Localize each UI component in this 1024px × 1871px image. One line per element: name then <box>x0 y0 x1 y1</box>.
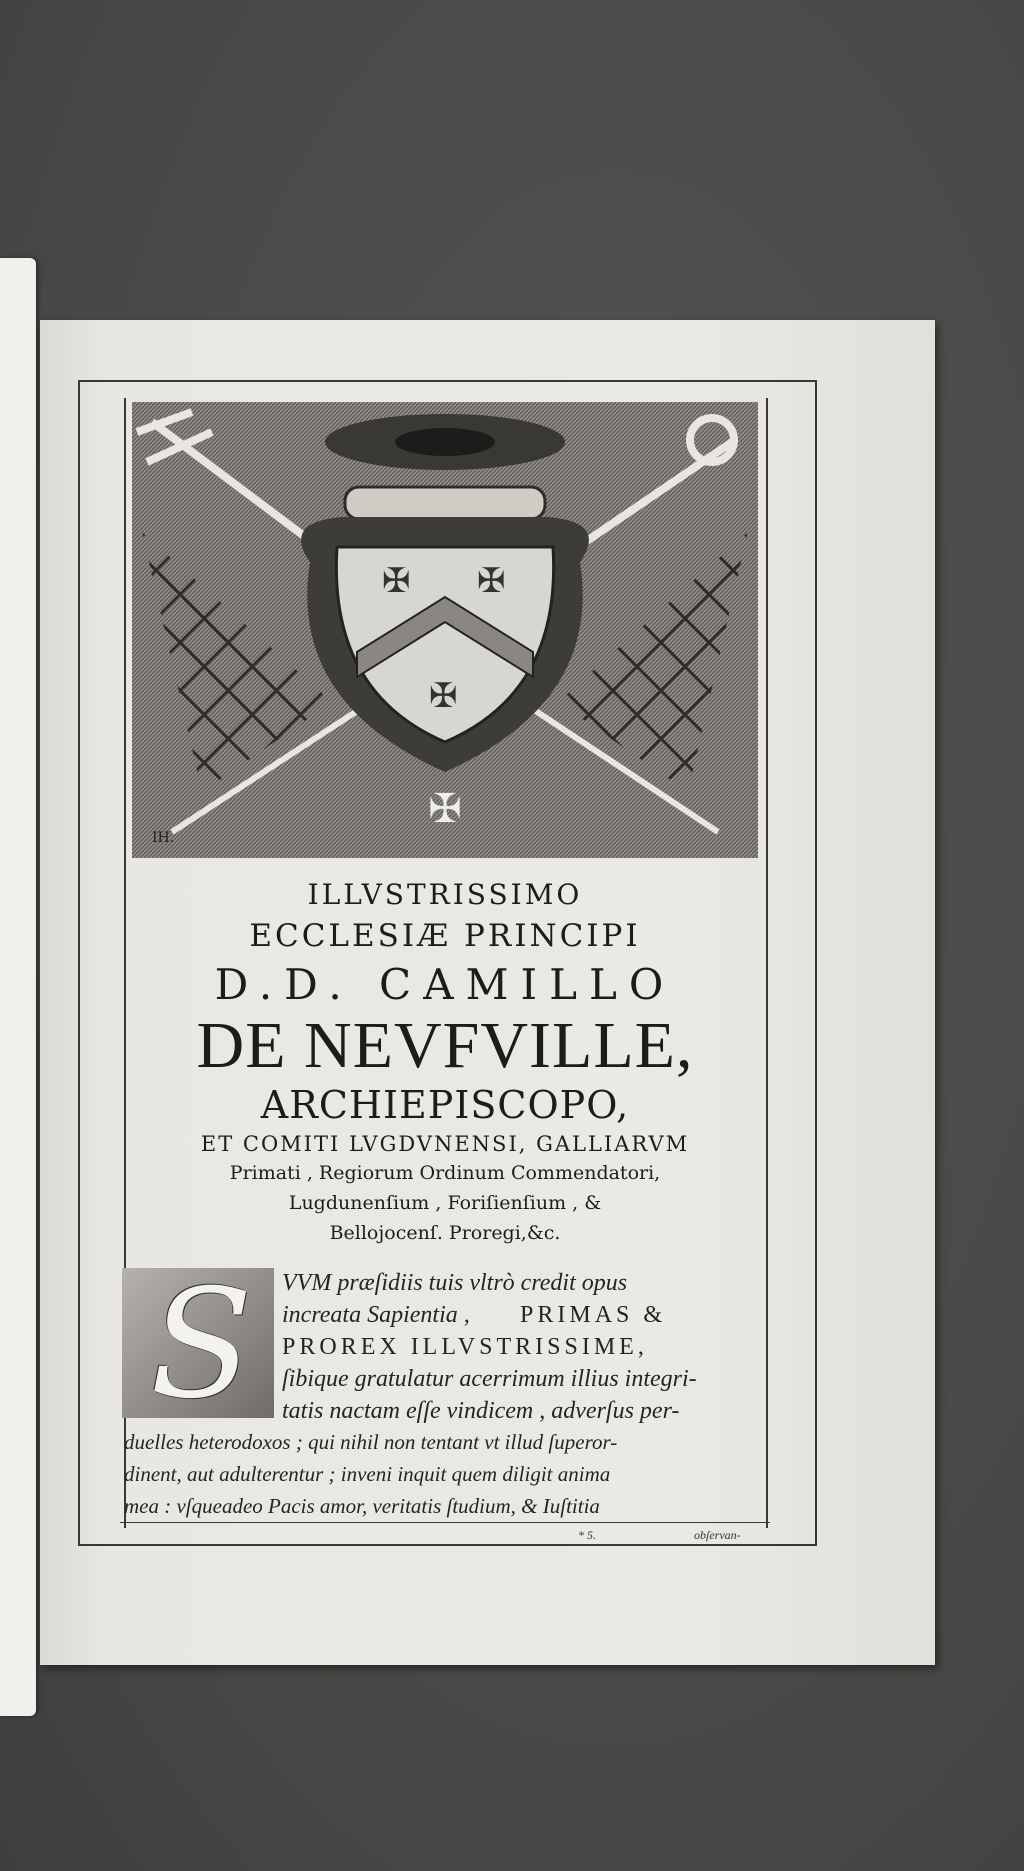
body-line: ſibique gratulatur acerrimum illius integri- <box>282 1366 697 1392</box>
body-line: increata Sapientia , <box>282 1302 470 1328</box>
signature-mark: * 5. <box>578 1528 596 1542</box>
title-line-2: ECCLESIÆ PRINCIPI <box>249 918 641 954</box>
cardinal-hat-icon <box>325 414 565 470</box>
svg-text:✠: ✠ <box>382 561 411 601</box>
engraver-monogram: IH. <box>152 830 175 846</box>
coronet-icon <box>345 487 545 519</box>
body-line: PRIMAS & <box>520 1302 667 1328</box>
body-line: PROREX ILLVSTRISSIME, <box>282 1334 648 1360</box>
facing-page-edge <box>0 258 36 1716</box>
body-line: VVM præſidiis tuis vltrò credit opus <box>282 1270 628 1296</box>
catchword: obſervan- <box>694 1528 741 1542</box>
body-line: tatis nactam eſſe vindicem , adverſus per- <box>282 1398 680 1424</box>
dropcap-letter: S <box>150 1258 253 1432</box>
title-line-7: Primati , Regiorum Ordinum Commendatori, <box>229 1162 661 1184</box>
title-line-1: ILLVSTRISSIMO <box>307 878 583 911</box>
footer-rule <box>120 1522 770 1523</box>
maltese-cross-icon: ✠ <box>428 786 462 832</box>
title-line-3: D.D. CAMILLO <box>214 960 676 1009</box>
body-line: dinent, aut adulterentur ; inveni inquit quem diligit anima <box>124 1462 611 1486</box>
decorated-initial <box>122 1258 274 1432</box>
title-line-8: Lugdunenſium , Foriſienſium , & <box>288 1192 602 1214</box>
svg-text:✠: ✠ <box>429 676 458 716</box>
title-line-4: DE NEVFVILLE, <box>196 1009 694 1082</box>
title-line-9: Bellojocenſ. Proregi,&c. <box>329 1222 561 1244</box>
coat-of-arms-engraving <box>132 402 758 858</box>
body-line: mea : vſqueadeo Pacis amor, veritatis ſtudium, & Iuſtitia <box>124 1494 600 1518</box>
title-line-5: ARCHIEPISCOPO, <box>260 1083 630 1127</box>
title-line-6: ET COMITI LVGDVNENSI, GALLIARVM <box>200 1132 690 1156</box>
svg-text:✠: ✠ <box>477 561 506 601</box>
body-line: duelles heterodoxos ; qui nihil non tentant vt illud ſuperor- <box>124 1430 618 1454</box>
